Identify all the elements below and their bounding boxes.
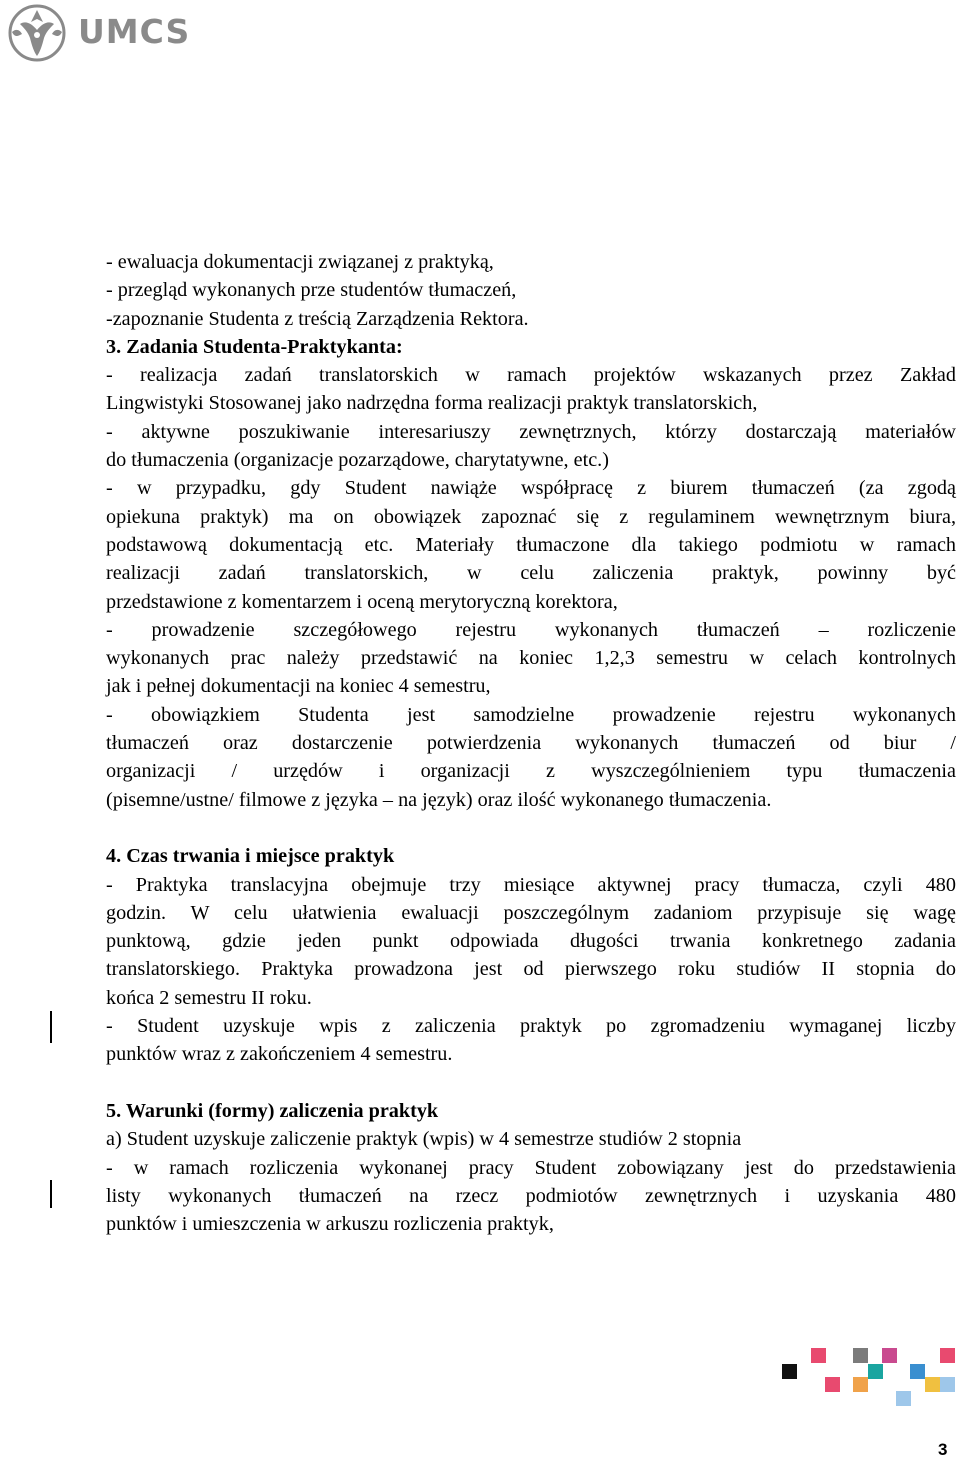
decorative-square [882, 1348, 897, 1363]
text-line: listy wykonanych tłumaczeń na rzecz podmiotów zewnętrznych i uzyskania 480 [106, 1184, 956, 1207]
text-line: - w przypadku, gdy Student nawiąże współpracę z biurem tłumaczeń (za zgodą [106, 477, 956, 500]
text-line: godzin. W celu ułatwienia ewaluacji poszczególnym zadaniom przypisuje się wagę [106, 901, 956, 924]
section-heading: 3. Zadania Studenta-Praktykanta: [106, 335, 403, 358]
text-line: wykonanych prac należy przedstawić na koniec 1,2,3 semestru w celach kontrolnych [106, 647, 956, 670]
decorative-square [910, 1364, 925, 1379]
text-line: - aktywne poszukiwanie interesariuszy zewnętrznych, którzy dostarczają materiałów [106, 420, 956, 443]
text-line: - w ramach rozliczenia wykonanej pracy Student zobowiązany jest do przedstawienia [106, 1156, 956, 1179]
logo-text: UMCS [78, 12, 191, 51]
text-line: -zapoznanie Studenta z treścią Zarządzenia Rektora. [106, 307, 529, 330]
text-line: - Student uzyskuje wpis z zaliczenia praktyk po zgromadzeniu wymaganej liczby [106, 1015, 956, 1038]
text-line: punktów i umieszczenia w arkuszu rozliczenia praktyk, [106, 1213, 554, 1236]
page-number: 3 [938, 1440, 948, 1459]
text-line: a) Student uzyskuje zaliczenie praktyk (wpis) w 4 semestrze studiów 2 stopnia [106, 1128, 742, 1151]
section-heading: 5. Warunki (formy) zaliczenia praktyk [106, 1099, 439, 1122]
text-line: realizacji zadań translatorskich, w celu zaliczenia praktyk, powinny być [106, 562, 956, 585]
decorative-square [925, 1377, 940, 1392]
blank-line [106, 814, 956, 842]
text-line: tłumaczeń oraz dostarczenie potwierdzenia wykonanych tłumaczeń od biur / [106, 732, 956, 755]
text-line: Lingwistyki Stosowanej jako nadrzędna forma realizacji praktyk translatorskich, [106, 392, 758, 415]
text-line: jak i pełnej dokumentacji na koniec 4 semestru, [106, 675, 491, 698]
text-line: - przegląd wykonanych prze studentów tłumaczeń, [106, 279, 517, 302]
text-line: (pisemne/ustne/ filmowe z języka – na język) oraz ilość wykonanego tłumaczenia. [106, 788, 772, 811]
text-line: - Praktyka translacyjna obejmuje trzy miesiące aktywnej pracy tłumacza, czyli 480 [106, 873, 956, 896]
text-line: - prowadzenie szczegółowego rejestru wykonanych tłumaczeń – rozliczenie [106, 618, 956, 641]
decorative-square [940, 1377, 955, 1392]
document-body [106, 248, 956, 1238]
text-line: translatorskiego. Praktyka prowadzona jest od pierwszego roku studiów II stopnia do [106, 958, 956, 981]
text-line: punktów wraz z zakończeniem 4 semestru. [106, 1043, 453, 1066]
decorative-square [811, 1348, 826, 1363]
decorative-square [825, 1377, 840, 1392]
decorative-squares [770, 1342, 960, 1412]
text-line: punktową, gdzie jeden punkt odpowiada długości trwania konkretnego zadania [106, 930, 956, 953]
decorative-square [853, 1377, 868, 1392]
umcs-crest-icon [2, 2, 72, 64]
text-line: - obowiązkiem Studenta jest samodzielne prowadzenie rejestru wykonanych [106, 703, 956, 726]
text-line: organizacji / urzędów i organizacji z wyszczególnieniem typu tłumaczenia [106, 760, 956, 783]
section-heading: 4. Czas trwania i miejsce praktyk [106, 845, 395, 868]
text-line: - ewaluacja dokumentacji związanej z praktyką, [106, 251, 494, 273]
text-line: do tłumaczenia (organizacje pozarządowe, charytatywne, etc.) [106, 449, 609, 472]
text-line: podstawową dokumentacją etc. Materiały tłumaczone dla takiego podmiotu w ramach [106, 533, 956, 556]
revision-bar [50, 1180, 52, 1208]
decorative-square [782, 1364, 797, 1379]
blank-line [106, 1069, 956, 1097]
decorative-square [868, 1364, 883, 1379]
text-line: opiekuna praktyk) ma on obowiązek zapoznać się z regulaminem wewnętrznym biura, [106, 505, 956, 528]
revision-bar [50, 1011, 52, 1043]
umcs-logo [2, 2, 191, 64]
decorative-square [853, 1348, 868, 1363]
decorative-square [896, 1391, 911, 1406]
text-line: końca 2 semestru II roku. [106, 986, 312, 1009]
decorative-square [940, 1348, 955, 1363]
text-line: - realizacja zadań translatorskich w ramach projektów wskazanych przez Zakład [106, 364, 956, 387]
text-line: przedstawione z komentarzem i oceną merytoryczną korektora, [106, 590, 618, 613]
